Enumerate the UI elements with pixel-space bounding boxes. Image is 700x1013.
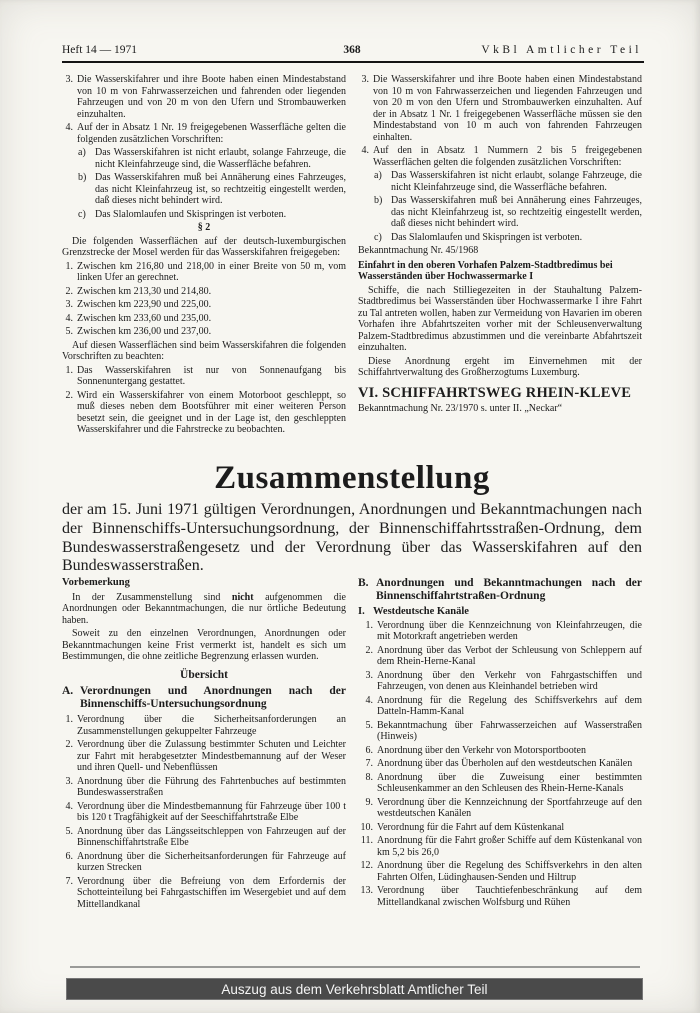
list-item: [62, 739, 346, 774]
paragraph: Auf diesen Wasserflächen sind beim Wasserskifahren die folgenden Vorschriften zu beachten:: [62, 339, 346, 362]
item-text: Verordnung über Tauchtiefenbeschränkung auf dem Mittellandkanal zwischen Wolfsburg und Rühen: [377, 885, 642, 908]
item-number: 3.: [65, 775, 73, 787]
item-text: Anordnung über den Verkehr von Motorsportbooten: [377, 744, 586, 756]
item-number: 1.: [65, 260, 73, 272]
sub-item: [62, 147, 346, 170]
rules-list: [62, 365, 346, 436]
list-item: [62, 313, 346, 325]
list-item: [62, 801, 346, 824]
item-text: Wird ein Wasserskifahrer von einem Motorboot geschleppt, so muß dieses neben dem Bootsführer mit einer weiteren Person besetzt sein, die geeignet und in der Lage ist, den geschleppten Wasserskifahrer und die Fahrstrecke zu beobachten.: [77, 389, 346, 435]
list-item: [358, 645, 642, 668]
paragraph: Die folgenden Wasserflächen auf der deutsch-luxemburgischen Grenzstrecke der Mosel werden für das Wasserskifahren freigegeben:: [62, 235, 346, 258]
item-text: Das Wasserskifahren ist nicht erlaubt, solange Fahrzeuge, die nicht Kleinfahrzeuge sind, die Wasserfläche befahren.: [95, 147, 346, 170]
item-text: Anordnung über die Regelung des Schiffsverkehrs in den alten Fahrten Olfen, Lüdinghausen-Senden und Hiltrup: [377, 860, 642, 883]
item-number: A.: [62, 685, 74, 697]
item-text: Verordnung über die Mindestbemannung für Fahrzeuge über 100 t bis 120 t Tragfähigkeit auf der Seeschiffahrtstraße Elbe: [77, 800, 346, 823]
item-number: 4.: [65, 312, 73, 324]
item-number: b): [78, 172, 87, 183]
page-header: [62, 44, 642, 56]
list-item: [358, 822, 642, 834]
item-number: 2.: [65, 285, 73, 297]
item-text: Anordnung über das Überholen auf den westdeutschen Kanälen: [377, 758, 633, 769]
list-item: [62, 826, 346, 849]
summary-section: [62, 460, 642, 576]
item-number: 9.: [365, 796, 373, 808]
item-text: Das Wasserskifahren muß bei Annäherung eines Fahrzeuges, das nicht Kleinfahrzeug ist, so rechtzeitig eingestellt werden, daß dieses nicht behindert wird.: [95, 172, 346, 206]
item-number: 5.: [365, 719, 373, 731]
bottom-columns: [62, 577, 642, 912]
footer-text: Auszug aus dem Verkehrsblatt Amtlicher Teil: [221, 981, 488, 997]
item-text: Das Wasserskifahren ist nicht erlaubt, solange Fahrzeuge, die nicht Kleinfahrzeuge sind, die Wasserfläche befahren.: [391, 170, 642, 193]
list-item: [62, 714, 346, 737]
list-item: [62, 122, 346, 145]
item-number: 2.: [65, 389, 73, 401]
summary-title: Zusammenstellung: [214, 460, 490, 496]
list-item: [358, 620, 642, 643]
list-item: [62, 326, 346, 338]
item-number: I.: [358, 606, 365, 617]
item-text: Das Wasserskifahren muß bei Annäherung eines Fahrzeuges, das nicht Kleinfahrzeug ist, so rechtzeitig eingestellt werden, daß dieses nicht behindert wird.: [391, 195, 642, 229]
item-text: Auf den in Absatz 1 Nummern 2 bis 5 freigegebenen Wasserflächen gelten die folgenden zusätzlichen Vorschriften:: [373, 145, 642, 168]
item-number: 8.: [365, 771, 373, 783]
section-a-heading: [62, 685, 346, 711]
issue-label: Heft 14 — 1971: [62, 44, 138, 56]
item-text: Verordnung über die Zulassung bestimmter Schuten und Leichter zur Fahrt mit herabgesetzter Mindestbemannung auf der Weser und ihren Quell- und Nebenflüssen: [77, 739, 346, 773]
section-b-heading: [358, 577, 642, 603]
left-column-bottom: [62, 577, 346, 912]
item-number: 5.: [65, 326, 73, 337]
header-rule: [62, 61, 644, 63]
item-number: 1.: [65, 714, 73, 725]
text-run: aufgenommen die Anordnungen oder Bekanntmachungen, die nur örtliche Bedeutung haben.: [62, 591, 346, 626]
list-item: [358, 695, 642, 718]
item-text: Anordnung für die Fahrt großer Schiffe auf dem Küstenkanal von km 5,2 bis 26,0: [377, 835, 642, 858]
item-number: 7.: [65, 875, 73, 887]
item-number: 4.: [365, 694, 373, 706]
left-column-top: [62, 74, 346, 438]
list-item: [62, 390, 346, 436]
sub-item: [358, 232, 642, 244]
item-text: Bekanntmachung über Fahrwasserzeichen auf Wasserstraßen (Hinweis): [377, 719, 642, 742]
footer-banner: [66, 978, 643, 1000]
item-text: Anordnung über die Zuweisung einer bestimmten Schleusenkammer an den Schleusen des Rhein-Herne-Kanals: [377, 771, 642, 794]
page-number: 368: [343, 44, 361, 56]
item-text: Verordnung für die Fahrt auf dem Küstenkanal: [377, 821, 565, 833]
item-text: Verordnung über die Kennzeichnung von Kleinfahrzeugen, die mit Motorkraft angetrieben werden: [377, 619, 642, 642]
section-mark: § 2: [197, 222, 211, 233]
announcement-ref: Bekanntmachung Nr. 45/1968: [358, 245, 479, 256]
item-text: Anordnung über die Sicherheitsanforderungen für Fahrzeuge auf kurzen Strecken: [77, 850, 346, 873]
list-item: [62, 365, 346, 388]
item-text: Das Wasserskifahren ist nur von Sonnenaufgang bis Sonnenuntergang gestattet.: [77, 364, 346, 387]
paragraph: Schiffe, die nach Stilliegezeiten in der Stauhaltung Palzem-Stadtbredimus bei Wasserständen über Hochwassermarke I ihre Fahrt zu Tal antreten wollen, haben zur Vermeidung von Havarien im oberen Vorhafen ihre Abfahrtszeiten vorher mit der Schleusenverwaltung Palzem-Stadtbredimus abzustimmen und die vereinbarte Abfahrtszeit einzuhalten.: [358, 284, 642, 353]
km-list: [62, 261, 346, 338]
list-item: [62, 776, 346, 799]
item-number: 7.: [365, 758, 373, 769]
item-number: 1.: [365, 619, 373, 631]
item-number: 4.: [65, 122, 73, 133]
journal-title: VkBl Amtlicher Teil: [481, 44, 642, 56]
item-text: Das Slalomlaufen und Skispringen ist verboten.: [95, 208, 287, 220]
item-number: 6.: [365, 744, 373, 756]
announcement-heading: Einfahrt in den oberen Vorhafen Palzem-Stadtbredimus bei Wasserständen über Hochwassermarke I: [358, 259, 613, 282]
emphasis-text: nicht: [231, 591, 254, 603]
item-text: Zwischen km 223,90 und 225,00.: [77, 299, 212, 310]
item-text: Zwischen km 236,00 und 237,00.: [77, 326, 212, 337]
list-item: [358, 885, 642, 908]
list-item: [62, 261, 346, 284]
item-number: a): [374, 170, 382, 181]
list-item: [358, 145, 642, 168]
item-number: 3.: [65, 299, 73, 310]
item-text: Anordnung über das Längsseitschleppen von Fahrzeugen auf der Binnenschiffahrtstraße Elbe: [77, 825, 346, 848]
list-item: [62, 851, 346, 874]
top-columns: [62, 74, 642, 438]
sub-item: [358, 170, 642, 193]
footer-rule: [70, 966, 640, 968]
item-number: 13.: [360, 885, 373, 896]
list-item: [358, 797, 642, 820]
list-item: [358, 670, 642, 693]
right-column-top: [358, 74, 642, 438]
summary-lead: der am 15. Juni 1971 gültigen Verordnungen, Anordnungen und Bekanntmachungen nach der Binnenschiffs-Untersuchungsordnung, der Binnenschiffahrtsstraßen-Ordnung, dem Bundeswasserstraßengesetz und der Verordnung über das Wasserskifahren auf den Bundeswasserstraßen.: [62, 501, 642, 575]
item-number: 3.: [365, 669, 373, 681]
item-number: 5.: [65, 825, 73, 837]
vorbemerkung-title: Vorbemerkung: [62, 577, 130, 588]
item-text: Anordnung für die Regelung des Schiffsverkehrs auf dem Datteln-Hamm-Kanal: [377, 694, 642, 717]
item-number: 11.: [360, 835, 373, 846]
item-text: Die Wasserskifahrer und ihre Boote haben einen Mindestabstand von 10 m von Fahrwasserzeichen und liegenden Fahrzeugen und von 20 m von den Ufern und Strombauwerken einzuhalten. Auf der in Absatz 1 Nr. 1 freigegebenen Wasserfläche müssen sie den Mindestabstand von 10 m auch von fahrenden Fahrzeugen einhalten.: [373, 74, 642, 143]
item-text: Verordnung über die Kennzeichnung der Sportfahrzeuge auf den westdeutschen Kanälen: [377, 796, 642, 819]
item-number: B.: [358, 577, 369, 589]
item-number: c): [374, 231, 382, 243]
item-number: 12.: [360, 860, 373, 871]
item-text: Zwischen km 233,60 und 235,00.: [77, 312, 212, 324]
list-item: [358, 74, 642, 143]
heading-text: Westdeutsche Kanäle: [373, 606, 469, 617]
item-text: Die Wasserskifahrer und ihre Boote haben einen Mindestabstand von 10 m von Fahrwasserzeichen und fahrenden oder liegenden Fahrzeugen und von 20 m von den Ufern und Strombauwerken einzuhalten.: [77, 74, 346, 120]
item-number: 6.: [65, 850, 73, 862]
item-number: 2.: [65, 739, 73, 750]
item-text: Auf der in Absatz 1 Nr. 19 freigegebenen Wasserfläche gelten die folgenden zusätzlichen Vorschriften:: [77, 122, 346, 145]
paragraph: Diese Anordnung ergeht im Einvernehmen mit der Schiffahrtverwaltung des Großherzogtums Luxemburg.: [358, 355, 642, 378]
list-item: [358, 758, 642, 770]
item-number: 1.: [65, 364, 73, 376]
item-text: Anordnung über die Führung des Fahrtenbuches auf bestimmten Bundeswasserstraßen: [77, 775, 346, 798]
list-item: [62, 286, 346, 298]
section-vi-heading: VI. SCHIFFAHRTSWEG RHEIN-KLEVE: [358, 384, 632, 401]
list-item: [358, 835, 642, 858]
list-item: [358, 772, 642, 795]
item-number: 2.: [365, 644, 373, 656]
sub-item: [358, 195, 642, 230]
item-text: Verordnung über die Sicherheitsanforderungen an Zusammenstellungen gekuppelter Fahrzeuge: [77, 714, 346, 737]
item-text: Anordnung über das Verbot der Schleusung von Schleppern auf dem Rhein-Herne-Kanal: [377, 644, 642, 667]
heading-text: Anordnungen und Bekanntmachungen nach der Binnenschiffahrtstraßen-Ordnung: [376, 577, 642, 602]
paragraph: Soweit zu den einzelnen Verordnungen, Anordnungen oder Bekanntmachungen keine Frist vermerkt ist, handelt es sich um Bestimmungen, die ohne zeitliche Begrenzung erlassen wurden.: [62, 628, 346, 662]
section-vi-note: Bekanntmachung Nr. 23/1970 s. unter II. „Neckar“: [358, 402, 563, 414]
list-item: [62, 299, 346, 311]
item-number: 10.: [360, 821, 373, 833]
list-item: [62, 74, 346, 120]
list-item: [62, 876, 346, 911]
item-number: b): [374, 195, 383, 206]
subsection-i-heading: [358, 606, 642, 618]
sub-item: [62, 172, 346, 207]
paragraph: [62, 592, 346, 627]
item-text: Verordnung über die Befreiung von dem Erfordernis der Schotteinteilung bei Fahrgastschiffen im Wesergebiet und auf dem Mittellandkanal: [77, 875, 346, 910]
text-run: In der Zusammenstellung sind: [72, 591, 232, 603]
list-item: [358, 720, 642, 743]
item-number: 4.: [361, 145, 369, 156]
item-number: c): [78, 208, 86, 220]
item-text: Das Slalomlaufen und Skispringen ist verboten.: [391, 231, 583, 243]
right-column-bottom: [358, 577, 642, 912]
list-item: [358, 745, 642, 757]
item-text: Zwischen km 216,80 und 218,00 in einer Breite von 50 m, vom linken Ufer an gerechnet.: [77, 260, 346, 283]
item-text: Zwischen km 213,30 und 214,80.: [77, 285, 212, 297]
list-item: [358, 860, 642, 883]
heading-text: Verordnungen und Anordnungen nach der Binnenschiffs-Untersuchungsordnung: [80, 685, 346, 710]
uebersicht-heading: Übersicht: [180, 668, 228, 681]
sub-item: [62, 209, 346, 221]
item-number: 3.: [361, 74, 369, 85]
section-a-list: [62, 714, 346, 910]
item-number: a): [78, 147, 86, 158]
item-text: Anordnung über den Verkehr von Fahrgastschiffen und Fahrzeugen, von denen aus Kleinhandel betrieben wird: [377, 669, 642, 692]
item-number: 3.: [65, 74, 73, 85]
section-b-list: [358, 620, 642, 909]
item-number: 4.: [65, 800, 73, 812]
